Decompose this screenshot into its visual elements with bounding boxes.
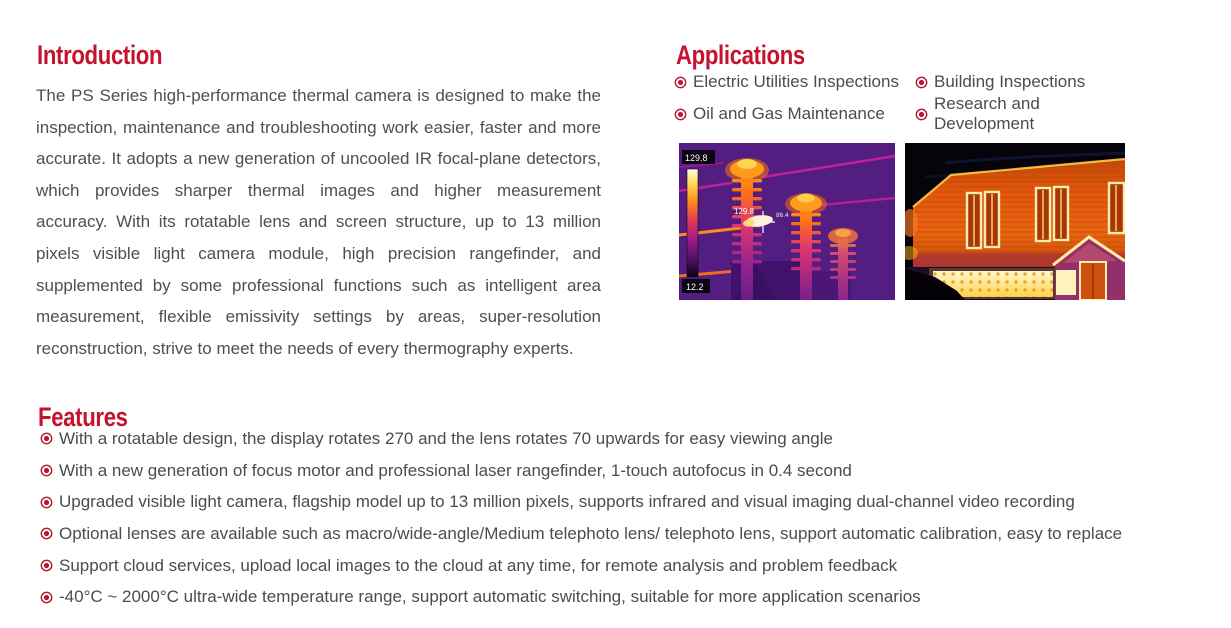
introduction-paragraph: The PS Series high-performance thermal camera is designed to make the inspection, maintenance and troubleshooting work easier, faster and more accurate. It adopts a new generation of uncooled IR focal-plane detectors, which provides sharper thermal images and higher measurement accuracy. With its rotatable lens and screen structure, up to 13 million pixels visible light camera module, high precision rangefinder, and supplemented by some professional functions such as intelligent area measurement, flexible emissivity settings by areas, super-resolution reconstruction, strive to meet the needs of every thermography experts. [36,86,601,358]
feature-item [40,518,1122,550]
introduction-heading: Introduction [37,40,163,71]
application-item [674,98,915,130]
secondary-temperature-label: 86.4 [776,212,789,219]
feature-item [40,581,1122,613]
features-list [40,423,1122,613]
feature-item [40,455,1122,487]
target-bullet-icon [40,527,53,540]
target-bullet-icon [674,108,687,121]
features-heading: Features [38,402,128,433]
applications-list [674,66,1144,133]
target-bullet-icon [915,108,928,121]
feature-label: Upgraded visible light camera, flagship model up to 13 million pixels, supports infrared and visual imaging dual-channel video recording [59,492,1075,512]
application-label: Oil and Gas Maintenance [693,104,885,123]
spot-temperature-label: 129.8 [734,207,755,216]
feature-item [40,486,1122,518]
target-bullet-icon [40,559,53,572]
application-label: Building Inspections [934,72,1086,91]
application-label: Electric Utilities Inspections [693,72,899,91]
target-bullet-icon [40,591,53,604]
application-label: Research and Development [934,94,1040,133]
feature-label: Support cloud services, upload local images to the cloud at any time, for remote analysis and problem feedback [59,555,898,575]
target-bullet-icon [674,76,687,89]
application-item [915,94,1144,133]
feature-item [40,550,1122,582]
scale-min-label: 12.2 [686,282,704,292]
feature-label: -40°C ~ 2000°C ultra-wide temperature range, support automatic switching, suitable for more application scenarios [59,587,921,607]
application-item [674,66,915,98]
thermal-image-substation [679,143,895,300]
applications-heading: Applications [676,40,805,71]
feature-label: With a new generation of focus motor and professional laser rangefinder, 1-touch autofocus in 0.4 second [59,460,852,480]
feature-label: Optional lenses are available such as macro/wide-angle/Medium telephoto lens/ telephoto lens, support automatic calibration, easy to replace [59,523,1123,543]
feature-item [40,423,1122,455]
scale-max-label: 129.8 [685,153,708,163]
thermal-image-building [905,143,1125,300]
target-bullet-icon [40,496,53,509]
target-bullet-icon [40,464,53,477]
feature-label: With a rotatable design, the display rotates 270 and the lens rotates 70 upwards for easy viewing angle [59,428,833,448]
target-bullet-icon [40,432,53,445]
target-bullet-icon [915,76,928,89]
